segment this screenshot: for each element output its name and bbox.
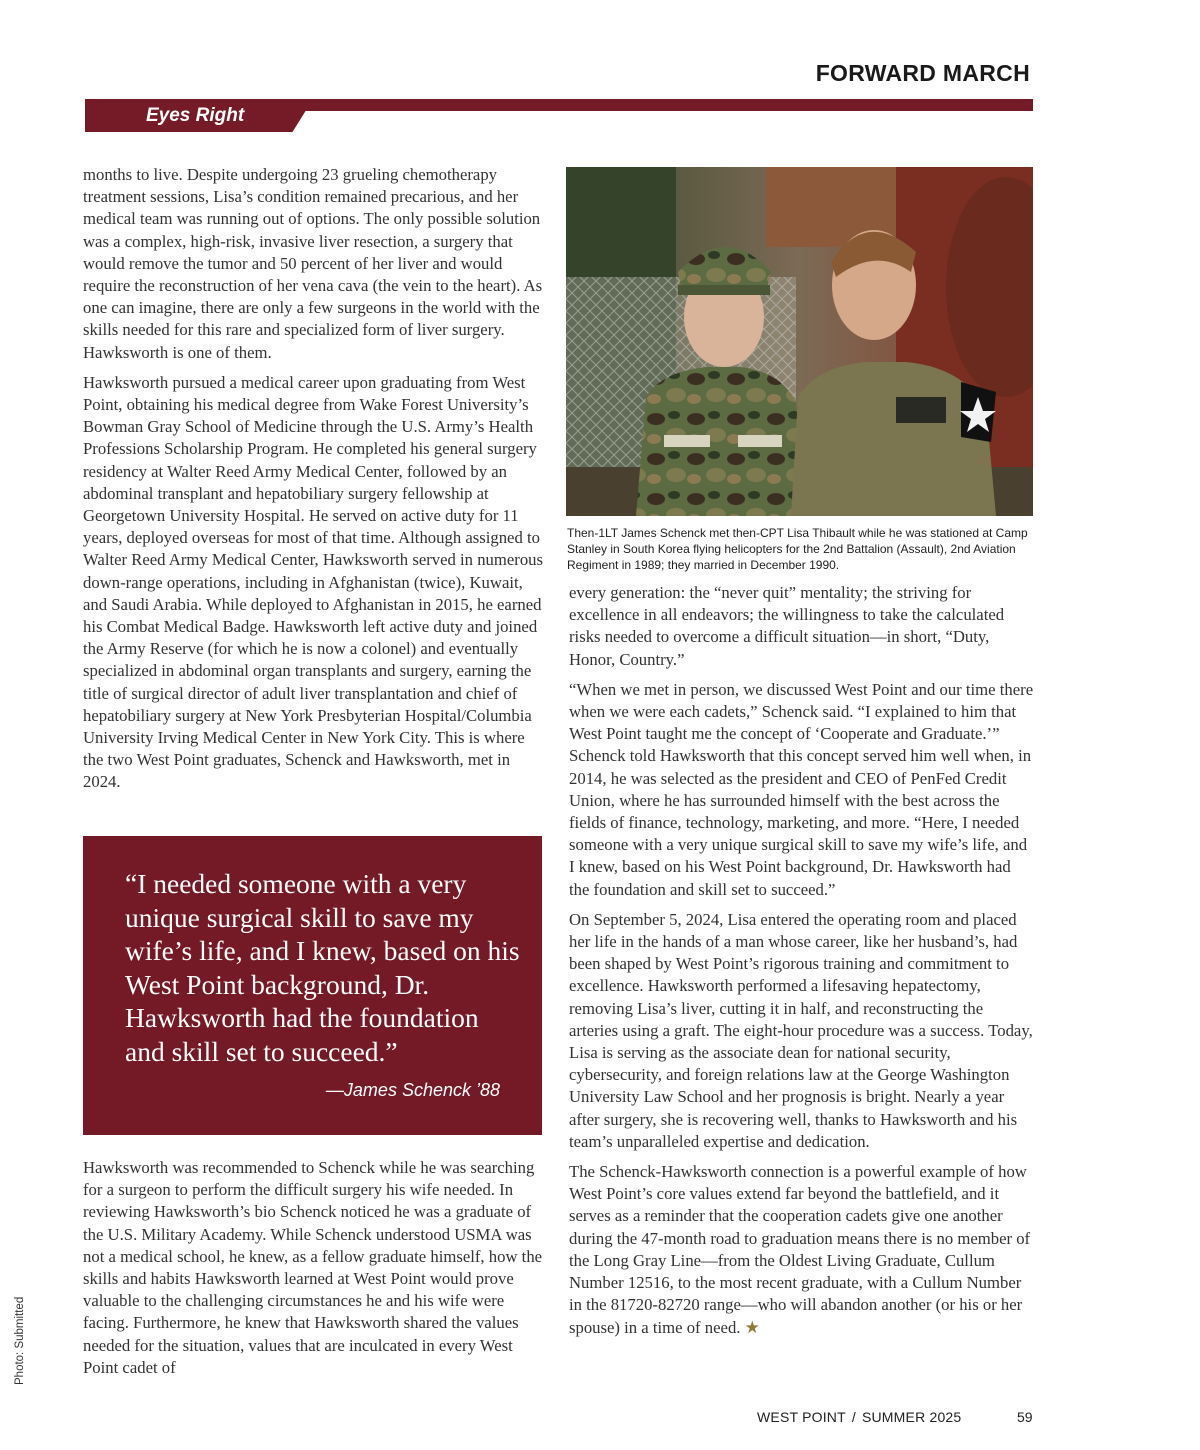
footer-separator: / [851, 1409, 856, 1425]
department-label: Eyes Right [146, 105, 245, 126]
body-paragraph: Hawksworth was recommended to Schenck while he was searching for a surgeon to perform the difficult surgery his wife needed. In reviewing Hawksworth’s bio Schenck noticed he was a graduate of the U.S. Military Academy. While Schenck understood USMA was not a medical school, he knew, as a fellow graduate himself, how the skills and habits Hawksworth learned at West Point would prove valuable to the challenging circumstances he and his wife were facing. Furthermore, he knew that Hawksworth shared the values needed for the situation, values that are inculcated in every West Point cadet of [83, 1158, 543, 1377]
pull-quote-box [83, 836, 542, 1135]
body-paragraph: On September 5, 2024, Lisa entered the operating room and placed her life in the hands of a man whose career, like her husband’s, had been shaped by West Point’s rigorous training and commitment to excellence. Hawksworth performed a lifesaving hepatectomy, removing Lisa’s liver, cutting it in half, and reconstructing the arteries using a graft. The eight-hour procedure was a success. Today, Lisa is serving as the associate dean for national security, cybersecurity, and foreign relations law at the George Washington University Law School and her prognosis is bright. Nearly a year after surgery, she is recovering well, thanks to Hawksworth and his team’s unparalleled expertise and dedication. [569, 909, 1033, 1151]
publication-name: WEST POINT [757, 1409, 846, 1425]
body-paragraph: Hawksworth pursued a medical career upon graduating from West Point, obtaining his medical degree from Wake Forest University’s Bowman Gray School of Medicine through the U.S. Army’s Health Professions Scholarship Program. He completed his general surgery residency at Walter Reed Army Medical Center, followed by an abdominal transplant and hepatobiliary surgery fellowship at Georgetown University Hospital. He served on active duty for 11 years, deployed overseas for most of that time. Although assigned to Walter Reed Army Medical Center, Hawksworth served in numerous down-range operations, including in Afghanistan (twice), Kuwait, and Saudi Arabia. While deployed to Afghanistan in 2015, he earned his Combat Medical Badge. Hawksworth left active duty and joined the Army Reserve (for which he is now a colonel) and eventually specialized in abdominal organ transplants and surgery, earning the title of surgical director of adult liver transplantation and chief of hepatobiliary surgery at New York Presbyterian Hospital/Columbia University Irving Medical Center in New York City. This is where the two West Point graduates, Schenck and Hawksworth, met in 2024. [83, 372, 544, 792]
right-column [569, 582, 1034, 1347]
body-paragraph-final [569, 1161, 1034, 1339]
body-paragraph: months to live. Despite undergoing 23 grueling chemotherapy treatment sessions, Lisa’s condition remained precarious, and her medical team was running out of options. The only possible solution was a complex, high-risk, invasive liver resection, a surgery that would remove the tumor and 50 percent of her liver and would require the reconstruction of her vena cava (the vein to the heart). As one can imagine, there are only a few surgeons in the world with the skills needed for this rare and specialized form of liver surgery. Hawksworth is one of them. [83, 165, 543, 362]
end-mark-star-icon: ★ [744, 1317, 760, 1337]
photo-illustration [566, 167, 1033, 516]
photo-credit: Photo: Submitted [14, 1296, 26, 1385]
pull-quote-attribution: —James Schenck ’88 [325, 1080, 500, 1100]
body-paragraph: “When we met in person, we discussed West Point and our time there when we were each cadets,” Schenck said. “I explained to him that West Point taught me the concept of ‘Cooperate and Graduate.’” Schenck told Hawksworth that this concept served him well when, in 2014, he was selected as the president and CEO of PenFed Credit Union, where he has surrounded himself with the best across the fields of finance, technology, marketing, and more. “Here, I needed someone with a very unique surgical skill to save my wife’s life, and I knew, based on his West Point background, Dr. Hawksworth had the foundation and skill set to succeed.” [569, 679, 1034, 899]
body-paragraph: every generation: the “never quit” mentality; the striving for excellence in all endeavors; the willingness to take the calculated risks needed to overcome a difficult situation—in short, “Duty, Honor, Country.” [569, 583, 1005, 669]
issue-label: SUMMER 2025 [861, 1409, 962, 1425]
left-column [83, 164, 548, 802]
section-title: FORWARD MARCH [815, 60, 1030, 86]
final-paragraph-text: The Schenck-Hawksworth connection is a powerful example of how West Point’s core values extend far beyond the battlefield, and it serves as a reminder that the cooperation cadets give one another during the 47-month road to graduation means there is no member of the Long Gray Line—from the Oldest Living Graduate, Cullum Number 12516, to the most recent graduate, with a Cullum Number in the 81720-82720 range—who will abandon another (or his or her spouse) in a time of need. [569, 1162, 1031, 1337]
page-number: 59 [1017, 1409, 1033, 1425]
page-footer [757, 1409, 961, 1425]
pull-quote-text: “I needed someone with a very unique surgical skill to save my wife’s life, and I knew, based on his West Point background, Dr. Hawksworth had the foundation and skill set to succeed.” [125, 868, 520, 1067]
left-column-continued [83, 1157, 548, 1379]
couple-photo [566, 167, 1033, 516]
photo-caption: Then-1LT James Schenck met then-CPT Lisa Thibault while he was stationed at Camp Stanley in South Korea flying helicopters for the 2nd Battalion (Assault), 2nd Aviation Regiment in 1989; they married in December 1990. [567, 526, 1028, 573]
